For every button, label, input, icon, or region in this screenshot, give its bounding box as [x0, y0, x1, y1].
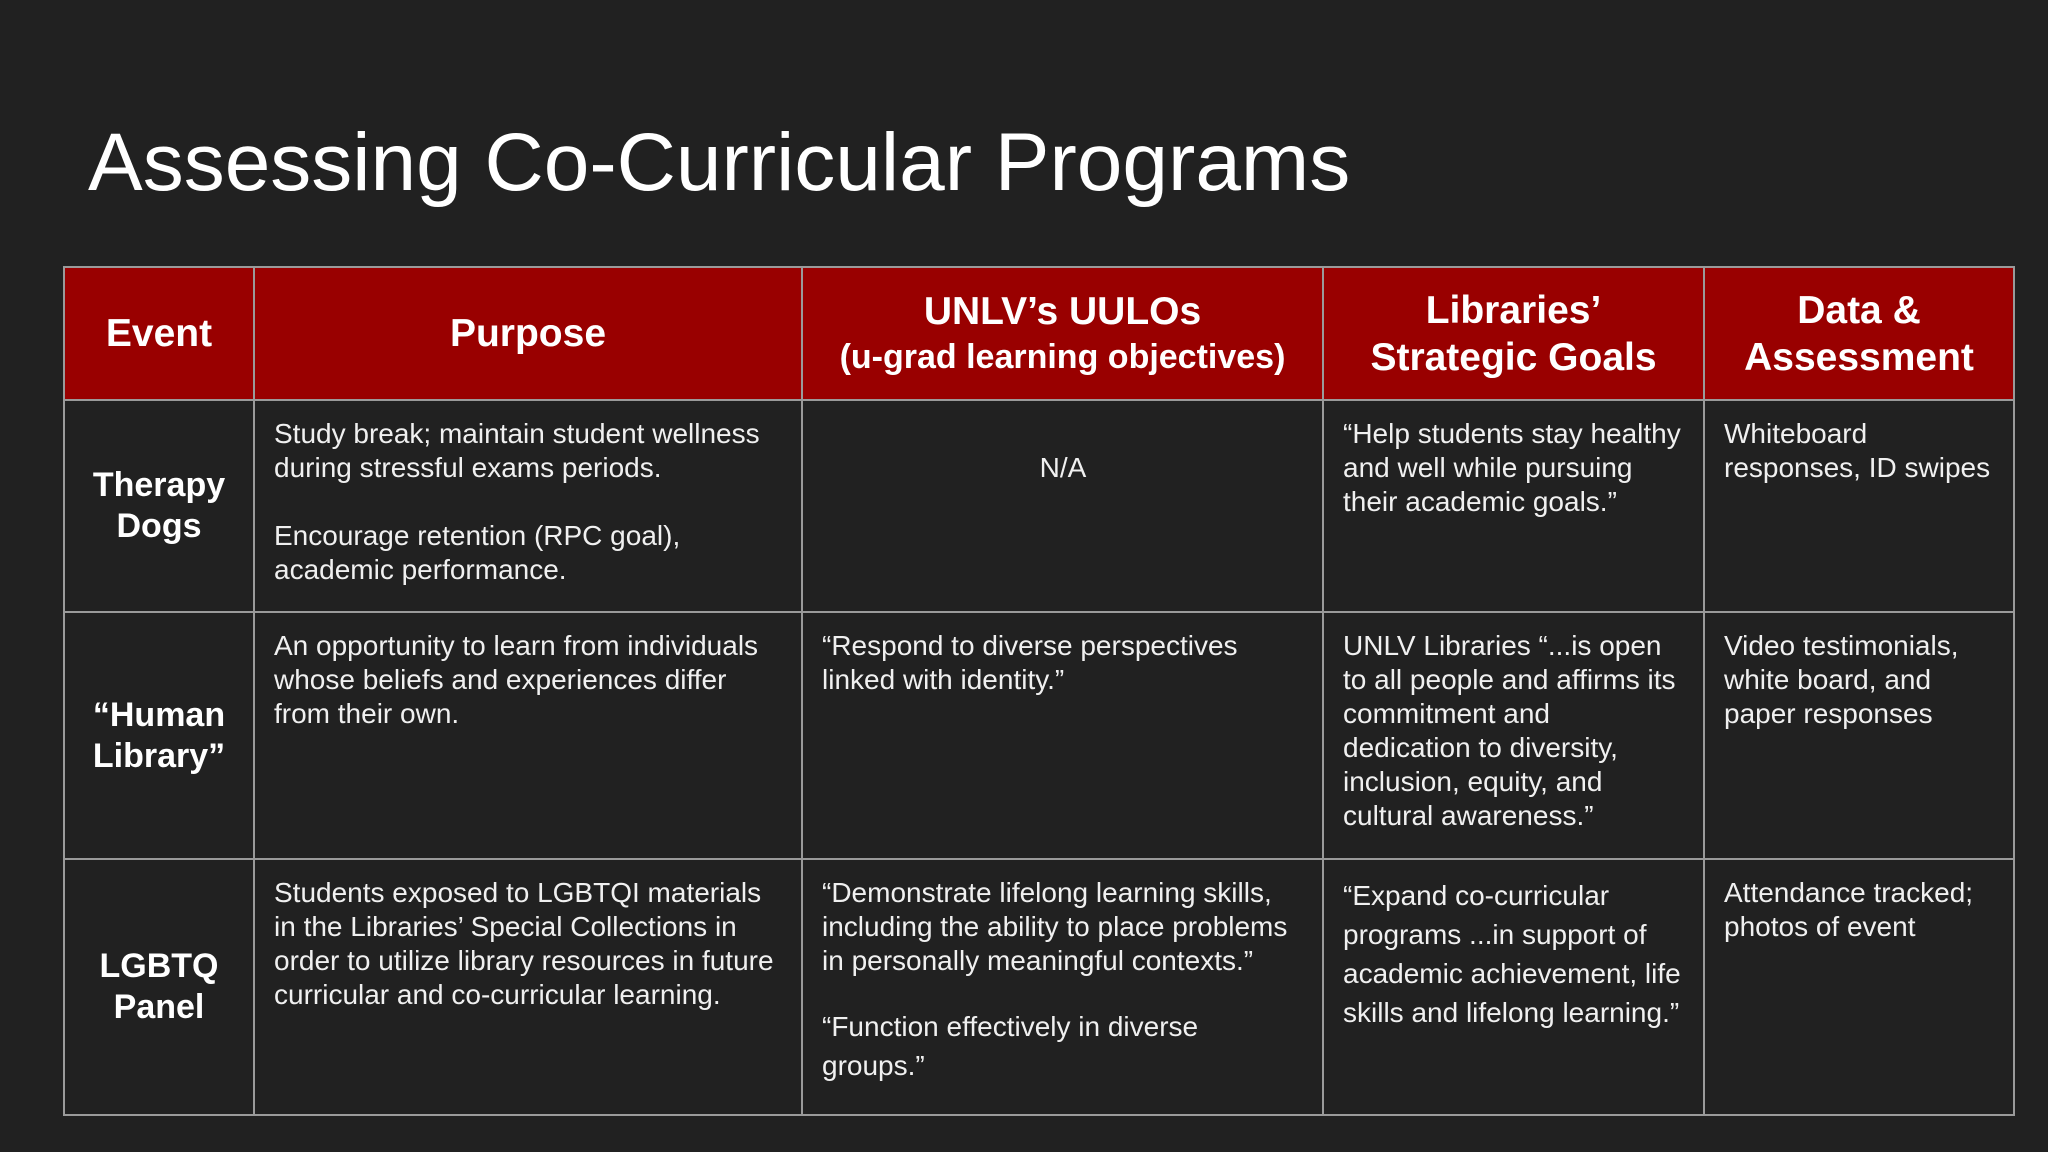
table-row	[64, 400, 2014, 612]
header-event: Event	[64, 267, 254, 400]
purpose-cell: Students exposed to LGBTQI materials in the Libraries’ Special Collections in order to utilize library resources in future curricular and co-curricular learning.	[254, 859, 802, 1115]
purpose-cell: Study break; maintain student wellness during stressful exams periods. Encourage retention (RPC goal), academic performance.	[254, 400, 802, 612]
uulos-cell: N/A	[802, 400, 1323, 612]
event-cell: “Human Library”	[64, 612, 254, 859]
header-purpose: Purpose	[254, 267, 802, 400]
strategic-goals-cell: “Help students stay healthy and well while pursuing their academic goals.”	[1323, 400, 1704, 612]
event-cell: Therapy Dogs	[64, 400, 254, 612]
data-assessment-cell: Attendance tracked; photos of event	[1704, 859, 2014, 1115]
header-uulos-title: UNLV’s UULOs	[923, 290, 1202, 333]
uulos-cell: “Demonstrate lifelong learning skills, including the ability to place problems in personally meaningful contexts.” “Function effectively in diverse groups.”	[802, 859, 1323, 1115]
uulos-cell: “Respond to diverse perspectives linked with identity.”	[802, 612, 1323, 859]
header-data-assessment: Data & Assessment	[1704, 267, 2014, 400]
event-cell: LGBTQ Panel	[64, 859, 254, 1115]
header-uulos-subtitle: (u-grad learning objectives)	[839, 338, 1286, 376]
strategic-goals-cell: UNLV Libraries “...is open to all people and affirms its commitment and dedication to diversity, inclusion, equity, and cultural awareness.”	[1323, 612, 1704, 859]
table-row	[64, 859, 2014, 1115]
slide-title: Assessing Co-Curricular Programs	[88, 117, 1351, 208]
header-strategic-goals: Libraries’ Strategic Goals	[1323, 267, 1704, 400]
programs-table	[63, 266, 2015, 1116]
data-assessment-cell: Whiteboard responses, ID swipes	[1704, 400, 2014, 612]
table-row	[64, 612, 2014, 859]
header-uulos	[802, 267, 1323, 400]
table-header-row	[64, 267, 2014, 400]
strategic-goals-cell: “Expand co-curricular programs ...in support of academic achievement, life skills and lifelong learning.”	[1323, 859, 1704, 1115]
purpose-cell: An opportunity to learn from individuals whose beliefs and experiences differ from their own.	[254, 612, 802, 859]
data-assessment-cell: Video testimonials, white board, and paper responses	[1704, 612, 2014, 859]
